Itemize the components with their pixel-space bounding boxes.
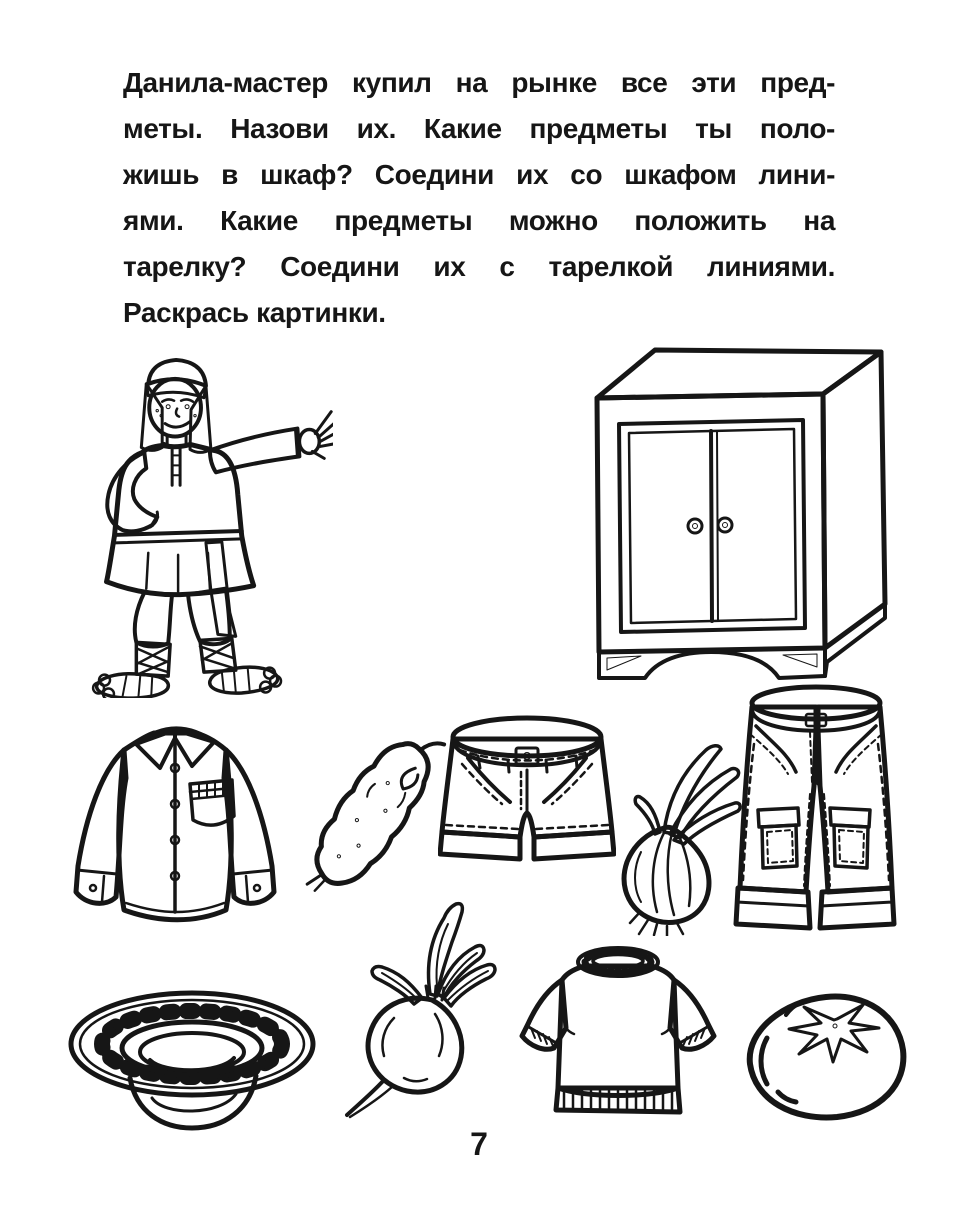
danila-master-illustration [58,352,333,698]
tomato-drawing [740,988,910,1128]
beet-illustration [334,896,510,1122]
instruction-line: меты. Назови их. Какие предметы ты поло- [123,113,835,144]
plate-drawing [64,984,320,1134]
instruction-line: жишь в шкаф? Соедини их со шкафом лини- [123,159,835,190]
t-shirt-illustration [512,938,724,1120]
danila-master-drawing [58,352,333,698]
wardrobe-illustration [583,334,895,682]
onion-illustration [594,740,744,936]
instruction-text [123,60,835,336]
shorts-drawing [438,712,616,874]
t-shirt-drawing [512,938,724,1120]
instruction-line: Раскрась картинки. [123,297,386,328]
instruction-line: тарелку? Соедини их с тарелкой линиями. [123,251,835,282]
beet-drawing [334,896,510,1122]
cucumber-illustration [296,716,448,916]
instruction-line: ями. Какие предметы можно положить на [123,205,835,236]
cucumber-drawing [296,716,448,916]
plate-illustration [64,984,320,1134]
shorts-illustration [438,712,616,874]
trousers-drawing [732,682,898,940]
wardrobe-drawing [583,334,895,682]
onion-drawing [594,740,744,936]
trousers-illustration [732,682,898,940]
shirt-illustration [60,704,292,936]
instruction-line: Данила-мастер купил на рынке все эти пред- [123,67,835,98]
shirt-drawing [60,704,292,936]
page-number: 7 [470,1126,488,1162]
tomato-illustration [740,988,910,1128]
